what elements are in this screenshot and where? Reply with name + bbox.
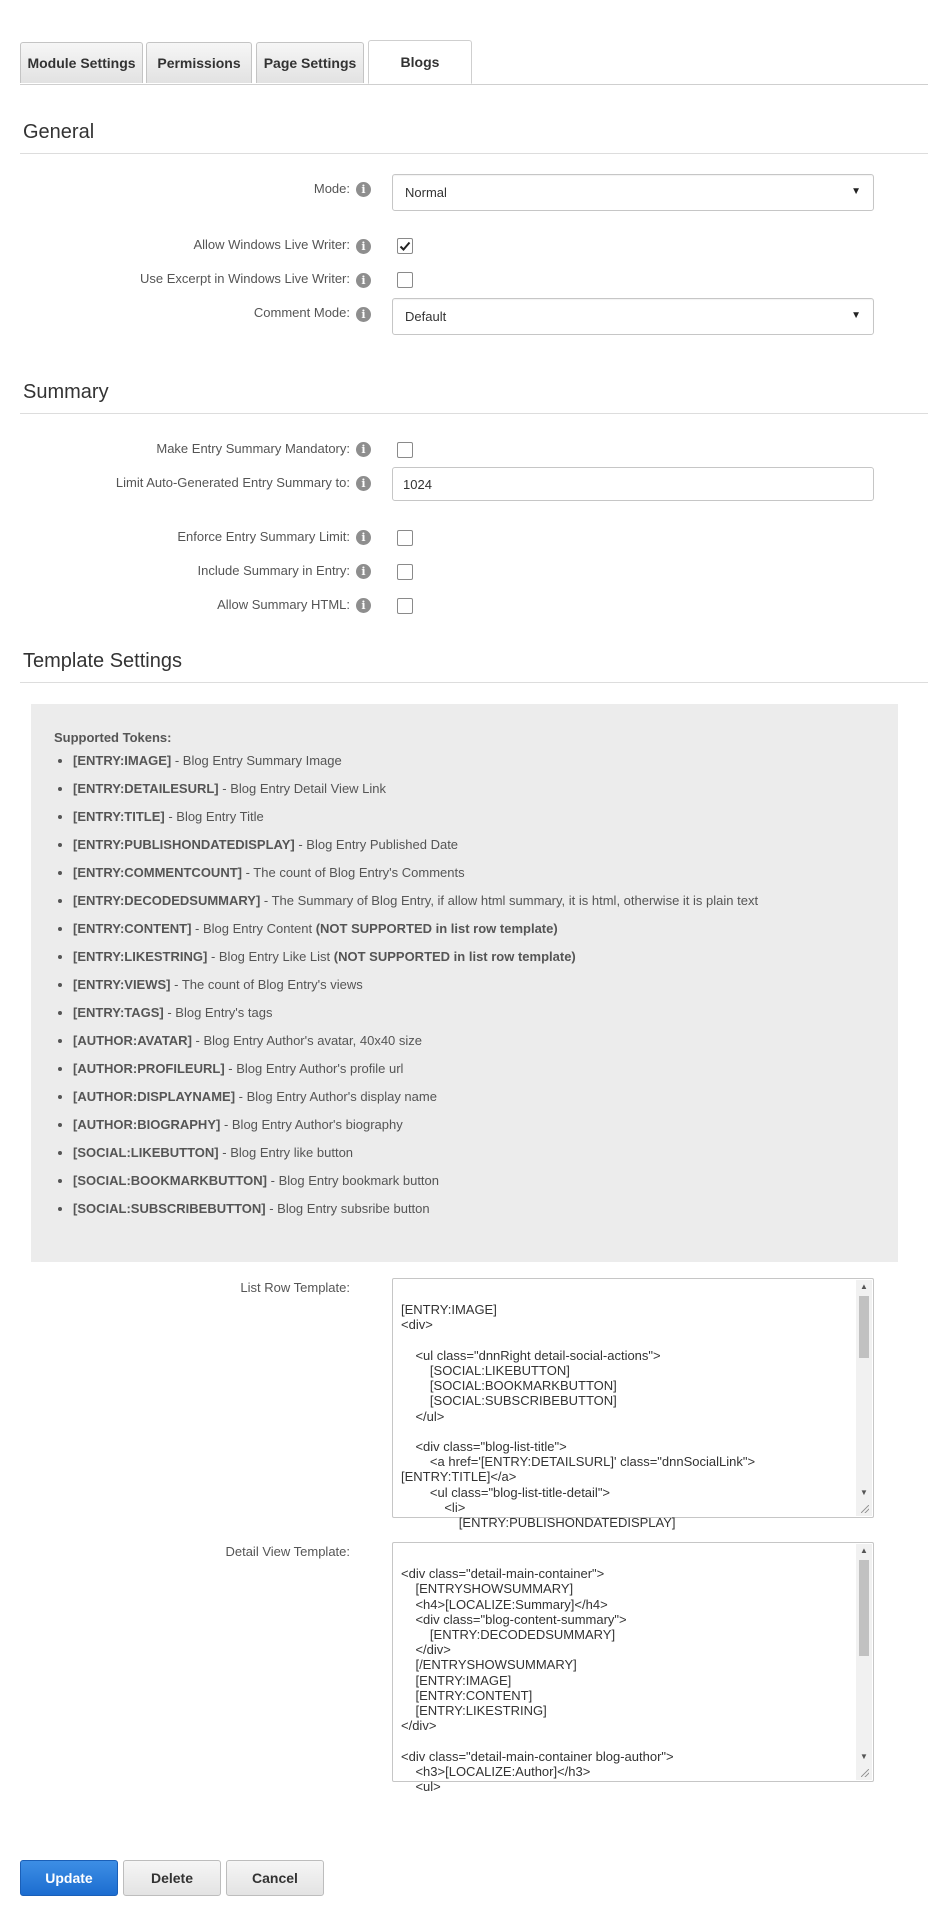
scrollbar-thumb[interactable] [859, 1560, 869, 1656]
checkmark-icon [399, 240, 411, 252]
scrollbar-thumb[interactable] [859, 1296, 869, 1358]
mode-label: Mode: [313, 181, 350, 196]
list-item: • [ENTRY:PUBLISHONDATEDISPLAY] - Blog Entry Published Date [73, 837, 876, 853]
delete-button[interactable]: Delete [123, 1860, 221, 1896]
mode-select-value: Normal [405, 185, 447, 200]
info-icon[interactable]: i [356, 273, 371, 288]
allow-summary-html-label: Allow Summary HTML: [217, 597, 350, 612]
scroll-down-arrow-icon[interactable]: ▼ [860, 1752, 868, 1761]
chevron-down-icon: ▼ [851, 310, 861, 321]
mode-select[interactable] [392, 174, 874, 211]
chevron-down-icon: ▼ [851, 186, 861, 197]
list-item: • [ENTRY:DETAILESURL] - Blog Entry Detail View Link [73, 781, 876, 797]
use-excerpt-label: Use Excerpt in Windows Live Writer: [140, 271, 350, 286]
divider [20, 153, 928, 154]
list-item: • [AUTHOR:DISPLAYNAME] - Blog Entry Author's display name [73, 1089, 876, 1105]
list-item: • [ENTRY:VIEWS] - The count of Blog Entry's views [73, 977, 876, 993]
info-icon[interactable]: i [356, 442, 371, 457]
update-button[interactable]: Update [20, 1860, 118, 1896]
use-excerpt-checkbox[interactable] [397, 272, 413, 288]
list-item: • [SOCIAL:SUBSCRIBEBUTTON] - Blog Entry subsribe button [73, 1201, 876, 1217]
summary-limit-label: Limit Auto-Generated Entry Summary to: [115, 475, 350, 490]
tab-permissions[interactable]: Permissions [146, 42, 252, 83]
summary-limit-input[interactable] [392, 467, 874, 501]
supported-tokens-heading: Supported Tokens: [54, 730, 172, 745]
resize-handle-icon[interactable] [856, 1500, 872, 1516]
supported-tokens-panel [31, 704, 898, 1262]
tab-page-settings[interactable]: Page Settings [256, 42, 364, 83]
list-row-template-content: [ENTRY:IMAGE] <div> <ul class="dnnRight detail-social-actions"> [SOCIAL:LIKEBUTTON] [SOCIAL:BOOKMARKBUTTON] [SOCIAL:SUBSCRIBEBUTTON] </ul> <div class="blog-list-title"> <a href='[ENTRY:DETAILSURL]' class="dnnSocialLink"> [ENTRY:TITLE]</a> <ul class="blog-list-title-detail"> <li> [ENTRY:PUBLISHONDATEDISPLAY] [401, 1302, 756, 1531]
info-icon[interactable]: i [356, 307, 371, 322]
divider [20, 413, 928, 414]
scroll-up-arrow-icon[interactable]: ▲ [860, 1282, 868, 1291]
list-item: • [ENTRY:LIKESTRING] - Blog Entry Like List (NOT SUPPORTED in list row template) [73, 949, 876, 965]
token-list [54, 753, 876, 1217]
list-item: • [AUTHOR:BIOGRAPHY] - Blog Entry Author's biography [73, 1117, 876, 1133]
tab-strip [20, 42, 928, 85]
enforce-limit-checkbox[interactable] [397, 530, 413, 546]
list-item: • [SOCIAL:BOOKMARKBUTTON] - Blog Entry bookmark button [73, 1173, 876, 1189]
list-item: • [ENTRY:IMAGE] - Blog Entry Summary Image [73, 753, 876, 769]
scroll-up-arrow-icon[interactable]: ▲ [860, 1546, 868, 1555]
comment-mode-label: Comment Mode: [253, 305, 350, 320]
info-icon[interactable]: i [356, 476, 371, 491]
list-item: • [AUTHOR:AVATAR] - Blog Entry Author's avatar, 40x40 size [73, 1033, 876, 1049]
list-item: • [ENTRY:DECODEDSUMMARY] - The Summary of Blog Entry, if allow html summary, it is html, otherwise it is plain text [73, 893, 876, 909]
list-item: • [AUTHOR:PROFILEURL] - Blog Entry Author's profile url [73, 1061, 876, 1077]
comment-mode-select[interactable] [392, 298, 874, 335]
info-icon[interactable]: i [356, 530, 371, 545]
section-heading-summary: Summary [23, 381, 109, 403]
section-heading-general: General [23, 121, 95, 143]
list-row-template-label: List Row Template: [240, 1280, 350, 1295]
summary-mandatory-checkbox[interactable] [397, 442, 413, 458]
scroll-down-arrow-icon[interactable]: ▼ [860, 1488, 868, 1497]
list-item: • [ENTRY:TITLE] - Blog Entry Title [73, 809, 876, 825]
detail-view-template-textarea[interactable] [392, 1542, 874, 1795]
scrollbar[interactable] [856, 1544, 872, 1764]
list-row-template-textarea[interactable] [392, 1278, 874, 1531]
tab-blogs[interactable]: Blogs [368, 40, 472, 84]
include-summary-checkbox[interactable] [397, 564, 413, 580]
resize-handle-icon[interactable] [856, 1764, 872, 1780]
allow-wlw-label: Allow Windows Live Writer: [193, 237, 350, 252]
info-icon[interactable]: i [356, 239, 371, 254]
info-icon[interactable]: i [356, 598, 371, 613]
summary-mandatory-label: Make Entry Summary Mandatory: [156, 441, 350, 456]
list-item: • [ENTRY:COMMENTCOUNT] - The count of Blog Entry's Comments [73, 865, 876, 881]
info-icon[interactable]: i [356, 564, 371, 579]
comment-mode-select-value: Default [405, 309, 447, 324]
list-item: • [ENTRY:TAGS] - Blog Entry's tags [73, 1005, 876, 1021]
allow-wlw-checkbox[interactable] [397, 238, 413, 254]
divider [20, 682, 928, 683]
enforce-limit-label: Enforce Entry Summary Limit: [177, 529, 350, 544]
detail-view-template-content: <div class="detail-main-container"> [ENTRYSHOWSUMMARY] <h4>[LOCALIZE:Summary]</h4> <div class="blog-content-summary"> [ENTRY:DECODEDSUMMARY] </div> [/ENTRYSHOWSUMMARY] [ENTRY:IMAGE] [ENTRY:CONTENT] [ENTRY:LIKESTRING] </div> <div class="detail-main-container blog-author"> <h3>[LOCALIZE:Author]</h3> <ul> [401, 1566, 674, 1795]
info-icon[interactable]: i [356, 182, 371, 197]
allow-summary-html-checkbox[interactable] [397, 598, 413, 614]
include-summary-label: Include Summary in Entry: [197, 563, 350, 578]
cancel-button[interactable]: Cancel [226, 1860, 324, 1896]
detail-view-template-label: Detail View Template: [225, 1544, 350, 1559]
list-item: • [SOCIAL:LIKEBUTTON] - Blog Entry like button [73, 1145, 876, 1161]
section-heading-template-settings: Template Settings [23, 650, 182, 672]
scrollbar[interactable] [856, 1280, 872, 1500]
tab-module-settings[interactable]: Module Settings [20, 42, 143, 83]
list-item: • [ENTRY:CONTENT] - Blog Entry Content (NOT SUPPORTED in list row template) [73, 921, 876, 937]
